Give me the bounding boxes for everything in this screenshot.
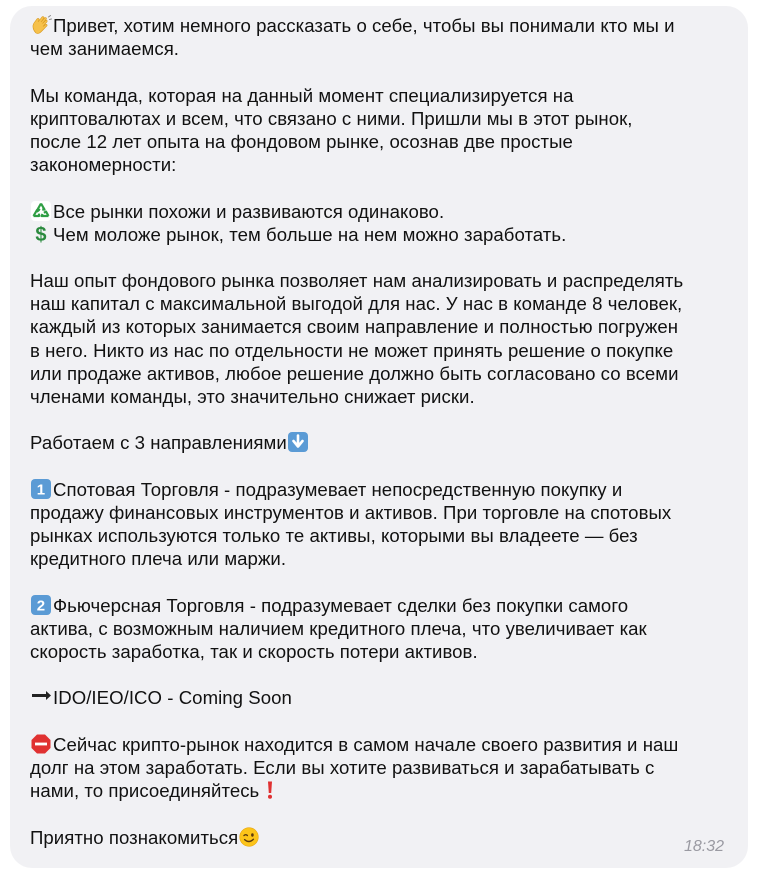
experience-line-5: или продаже активов, любое решение должно быть согласовано со всеми bbox=[30, 362, 679, 384]
direction-1-line-3: рынках используются только те активы, которыми вы владеете — без bbox=[30, 525, 638, 547]
soon-arrow-icon bbox=[30, 687, 52, 707]
closing-line-3: нами, то присоединяйтесь bbox=[30, 779, 730, 802]
intro-line-3: после 12 лет опыта на фондовом рынке, осознав две простые bbox=[30, 130, 573, 152]
direction-3-line: IDO/IEO/ICO - Coming Soon bbox=[30, 686, 730, 709]
dollar-sign-icon bbox=[30, 224, 52, 244]
direction-2-line-3: скорость заработка, так и скорость потери активов. bbox=[30, 641, 478, 663]
intro-line-2: криптовалютах и всем, что связано с ними. Пришли мы в этот рынок, bbox=[30, 107, 633, 129]
greeting-line-1: Привет, хотим немного рассказать о себе, чтобы вы понимали кто мы и bbox=[30, 14, 730, 37]
closing-line-1: Сейчас крипто-рынок находится в самом начале своего развития и наш bbox=[30, 733, 730, 756]
direction-2-line-1: 2 Фьючерсная Торговля - подразумевает сделки без покупки самого bbox=[30, 594, 730, 617]
recycle-icon bbox=[30, 201, 52, 221]
intro-line-4: закономерности: bbox=[30, 154, 177, 176]
svg-text:1: 1 bbox=[36, 481, 46, 499]
stop-sign-icon bbox=[30, 734, 52, 754]
farewell-line: Приятно познакомиться bbox=[30, 826, 730, 849]
direction-1-line-4: кредитного плеча или маржи. bbox=[30, 548, 287, 570]
direction-1-line-2: продажу финансовых инструментов и активов. При торговле на спотовых bbox=[30, 501, 672, 523]
keycap-2-icon bbox=[30, 595, 52, 615]
message-timestamp: 18:32 bbox=[683, 838, 724, 855]
keycap-1-icon bbox=[30, 479, 52, 499]
message-text bbox=[30, 14, 730, 849]
exclamation-mark-icon bbox=[259, 780, 281, 800]
directions-heading: Работаем с 3 направлениями bbox=[30, 431, 730, 454]
svg-text:2: 2 bbox=[36, 597, 46, 615]
pattern-item-2: $ Чем моложе рынок, тем больше на нем можно заработать. bbox=[30, 223, 730, 246]
experience-line-2: наш капитал с максимальной выгодой для нас. У нас в команде 8 человек, bbox=[30, 293, 683, 315]
experience-line-1: Наш опыт фондового рынка позволяет нам анализировать и распределять bbox=[30, 270, 684, 292]
pattern-item-1: Все рынки похожи и развиваются одинаково. bbox=[30, 200, 730, 223]
direction-1-line-1: 1 Спотовая Торговля - подразумевает непосредственную покупку и bbox=[30, 478, 730, 501]
message-bubble[interactable] bbox=[10, 6, 748, 868]
intro-line-1: Мы команда, которая на данный момент специализируется на bbox=[30, 84, 574, 106]
experience-line-6: членами команды, это значительно снижает риски. bbox=[30, 386, 475, 407]
waving-hand-icon bbox=[30, 15, 52, 35]
winking-face-icon bbox=[238, 827, 260, 847]
experience-line-3: каждый из которых занимается своим направление и полностью погружен bbox=[30, 316, 679, 338]
greeting-line-2: чем занимаемся. bbox=[30, 38, 180, 60]
closing-line-2: долг на этом заработать. Если вы хотите развиваться и зарабатывать с bbox=[30, 757, 655, 778]
svg-text:$: $ bbox=[35, 223, 47, 244]
direction-2-line-2: актива, с возможным наличием кредитного плеча, что увеличивает как bbox=[30, 617, 647, 639]
experience-line-4: в него. Никто из нас по отдельности не может принять решение о покупке bbox=[30, 339, 674, 361]
down-arrow-icon bbox=[287, 432, 309, 452]
